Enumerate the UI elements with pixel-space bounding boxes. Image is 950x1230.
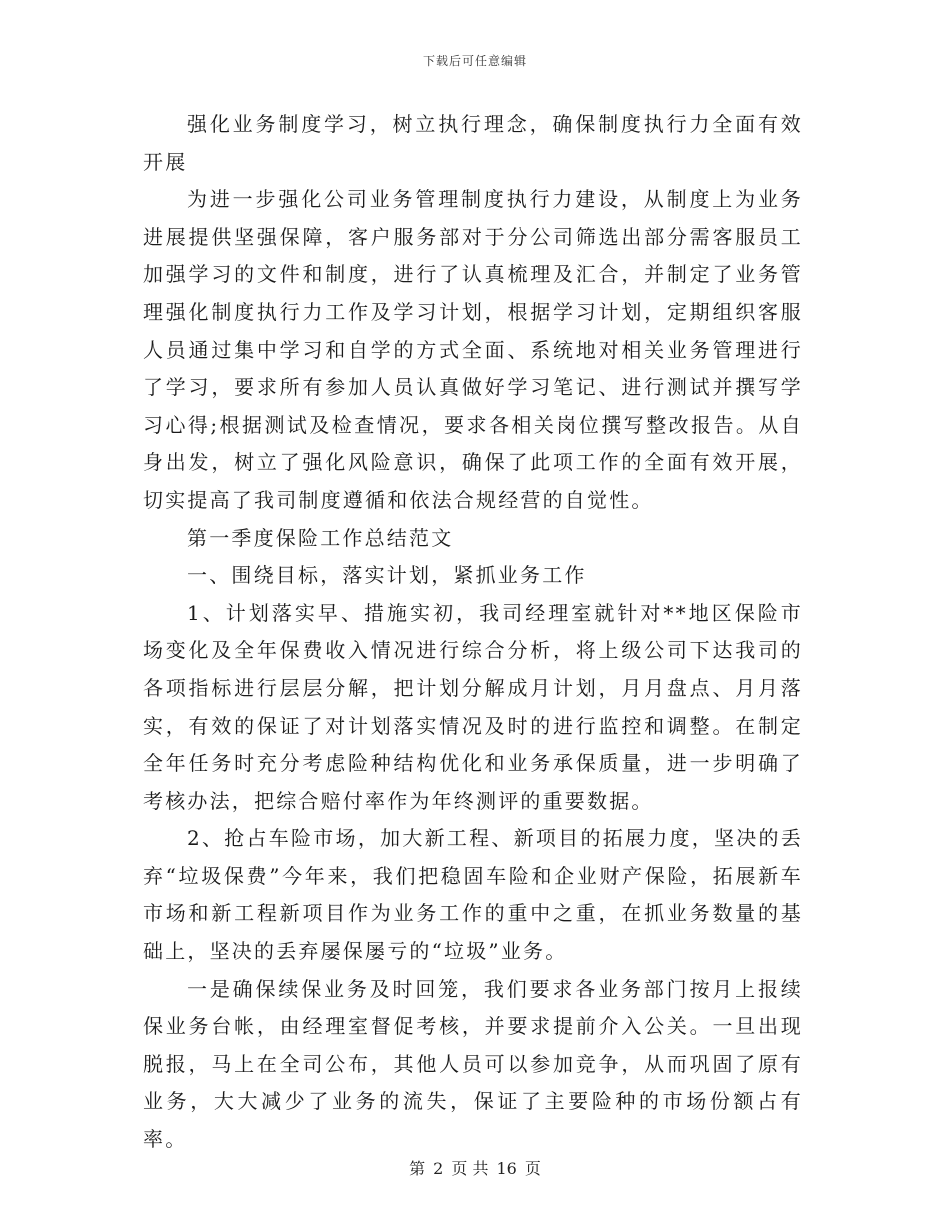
paragraph: 为进一步强化公司业务管理制度执行力建设，从制度上为业务进展提供坚强保障，客户服务部对于分公司筛选出部分需客服员工加强学习的文件和制度，进行了认真梳理及汇合，并制定了业务管理强化制度执行力工作及学习计划，根据学习计划，定期组织客服人员通过集中学习和自学的方式全面、系统地对相关业务管理进行了学习，要求所有参加人员认真做好学习笔记、进行测试并撰写学习心得;根据测试及检查情况，要求各相关岗位撰写整改报告。从自身出发，树立了强化风险意识，确保了此项工作的全面有效开展，切实提高了我司制度遵循和依法合规经营的自觉性。 <box>143 187 803 512</box>
paragraph-heading: 强化业务制度学习，树立执行理念，确保制度执行力全面有效开展 <box>143 112 803 174</box>
page-footer <box>0 1156 950 1179</box>
footer-suffix: 页 <box>524 1159 541 1178</box>
section-subtitle: 一、围绕目标，落实计划，紧抓业务工作 <box>187 563 587 588</box>
header-note: 下载后可任意编辑 <box>422 54 527 68</box>
page-number: 2 <box>433 1159 444 1178</box>
paragraph: 1、计划落实早、措施实初，我司经理室就针对**地区保险市场变化及全年保费收入情况进行综合分析，将上级公司下达我司的各项指标进行层层分解，把计划分解成月计划，月月盘点、月月落实，有效的保证了对计划落实情况及时的进行监控和调整。在制定全年任务时充分考虑险种结构优化和业务承保质量，进一步明确了考核办法，把综合赔付率作为年终测评的重要数据。 <box>143 600 803 813</box>
paragraph: 一是确保续保业务及时回笼，我们要求各业务部门按月上报续保业务台帐，由经理室督促考核，并要求提前介入公关。一旦出现脱报，马上在全司公布，其他人员可以参加竞争，从而巩固了原有业务，大大减少了业务的流失，保证了主要险种的市场份额占有率。 <box>143 976 803 1152</box>
document-body <box>143 106 803 1159</box>
footer-prefix: 第 <box>409 1159 426 1178</box>
footer-middle: 页 共 <box>451 1159 489 1178</box>
section-title: 第一季度保险工作总结范文 <box>187 525 454 550</box>
page-total: 16 <box>496 1159 517 1178</box>
paragraph: 2、抢占车险市场，加大新工程、新项目的拓展力度，坚决的丢弃“垃圾保费”今年来，我们把稳固车险和企业财产保险，拓展新车市场和新工程新项目作为业务工作的重中之重，在抓业务数量的基础上，坚决的丢弃屡保屡亏的“垃圾”业务。 <box>143 826 803 964</box>
